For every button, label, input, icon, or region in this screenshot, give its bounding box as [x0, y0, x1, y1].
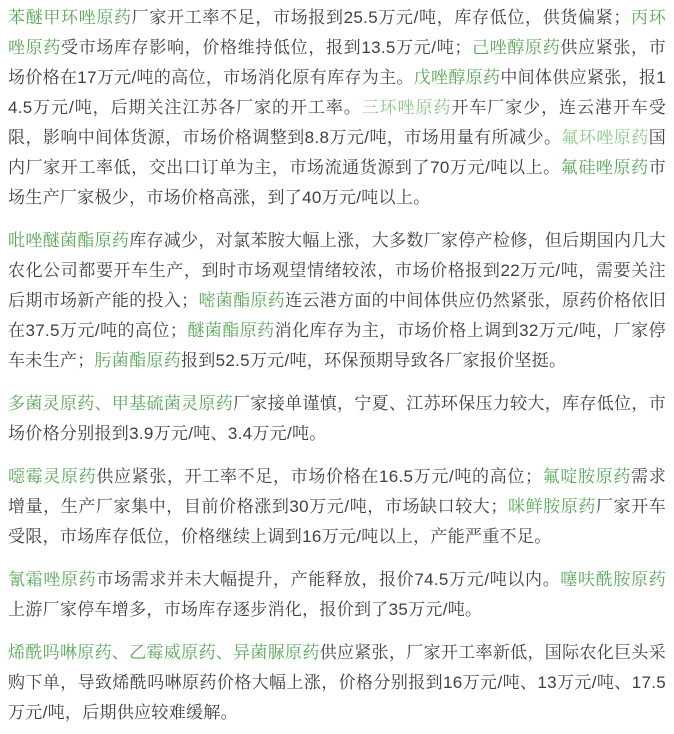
report-paragraph: [8, 3, 666, 213]
pesticide-term: 氟啶胺原药: [542, 467, 632, 486]
report-text: 市场生产厂家极少，市场价格高涨，到了40万元/吨以上。: [8, 158, 667, 207]
pesticide-term: 苯醚甲环唑原药: [8, 8, 132, 27]
report-text: 连云港方面的中间体供应仍然紧张，原药价格依旧在37.5万元/吨的高位；: [8, 291, 666, 340]
report-text: 厂家开车受限，市场库存低位，价格继续上调到16万元/吨以上，产能严重不足。: [8, 497, 667, 546]
pesticide-term: 氰霜唑原药: [8, 570, 97, 589]
pesticide-term: 多菌灵原药、甲基硫菌灵原药: [8, 394, 234, 413]
pesticide-term: 噻呋酰胺原药: [560, 570, 667, 589]
report-paragraph: [8, 565, 666, 625]
pesticide-term: 醚菌酯原药: [187, 321, 275, 340]
report-paragraph: [8, 462, 666, 552]
report-text: 库存减少，对氯苯胺大幅上涨，大多数厂家停产检修，但后期国内几大农化公司都要开车生产，到时市场观望情绪较浓，市场价格报到22万元/吨，需要关注后期市场新产能的投入；: [8, 231, 666, 310]
report-text: 中间体供应紧张，报14.5万元/吨，后期关注江苏各厂家的开工率。: [8, 68, 666, 117]
pesticide-term: 三环唑原药: [361, 98, 452, 117]
report-text: 报到52.5万元/吨，环保预期导致各厂家报价坚挺。: [181, 351, 567, 370]
pesticide-term: 咪鲜胺原药: [507, 497, 596, 516]
report-text: 开车厂家少，连云港开车受限，影响中间体货源，市场价格调整到8.8万元/吨，市场用量有所减少。: [8, 98, 666, 147]
pesticide-term: 氟硅唑原药: [560, 158, 649, 177]
pesticide-term: 肟菌酯原药: [94, 351, 181, 370]
report-text: 市场需求并未大幅提升，产能释放，报价74.5万元/吨以内。: [96, 570, 561, 589]
report-text: 供应紧张，厂家开工率新低，国际农化巨头采购下单，导致烯酰吗啉原药价格大幅上涨，价格分别报到16万元/吨、13万元/吨、17.5万元/吨，后期供应较难缓解。: [8, 643, 667, 722]
report-text: 需求增量，生产厂家集中，目前价格涨到30万元/吨，市场缺口较大；: [8, 467, 667, 516]
pesticide-term: 丙环唑原药: [8, 8, 667, 57]
pesticide-term: 噁霉灵原药: [8, 467, 97, 486]
pesticide-term: 戊唑醇原药: [413, 68, 501, 87]
pesticide-term: 烯酰吗啉原药、乙霉威原药、异菌脲原药: [8, 643, 320, 662]
pesticide-term: 氟环唑原药: [561, 128, 649, 147]
report-paragraph: [8, 389, 666, 449]
report-text: 供应紧张，市场价格在17万元/吨的高位，市场消化原有库存为主。: [8, 38, 667, 87]
report-paragraph: [8, 226, 666, 376]
report-text: 消化库存为主，市场价格上调到32万元/吨，厂家停车未生产；: [8, 321, 666, 370]
report-text: 上游厂家停车增多，市场库存逐步消化，报价到了35万元/吨。: [8, 600, 483, 619]
pesticide-term: 嘧菌酯原药: [198, 291, 286, 310]
pesticide-term: 吡唑醚菌酯原药: [8, 231, 130, 250]
report-text: 国内厂家开工率低，交出口订单为主，市场流通货源到了70万元/吨以上。: [8, 128, 666, 177]
pesticide-term: 己唑醇原药: [471, 38, 561, 57]
report-text: 厂家开工率不足，市场报到25.5万元/吨，库存低位，供货偏紧；: [131, 8, 631, 27]
report-text: 厂家接单谨慎，宁夏、江苏环保压力较大，库存低位，市场价格分别报到3.9万元/吨、3.4万元/吨。: [8, 394, 666, 443]
report-text: 供应紧张，开工率不足，市场价格在16.5万元/吨的高位；: [96, 467, 543, 486]
report-paragraph: [8, 638, 666, 728]
report-text: 受市场库存影响，价格维持低位，报到13.5万元/吨；: [61, 38, 472, 57]
